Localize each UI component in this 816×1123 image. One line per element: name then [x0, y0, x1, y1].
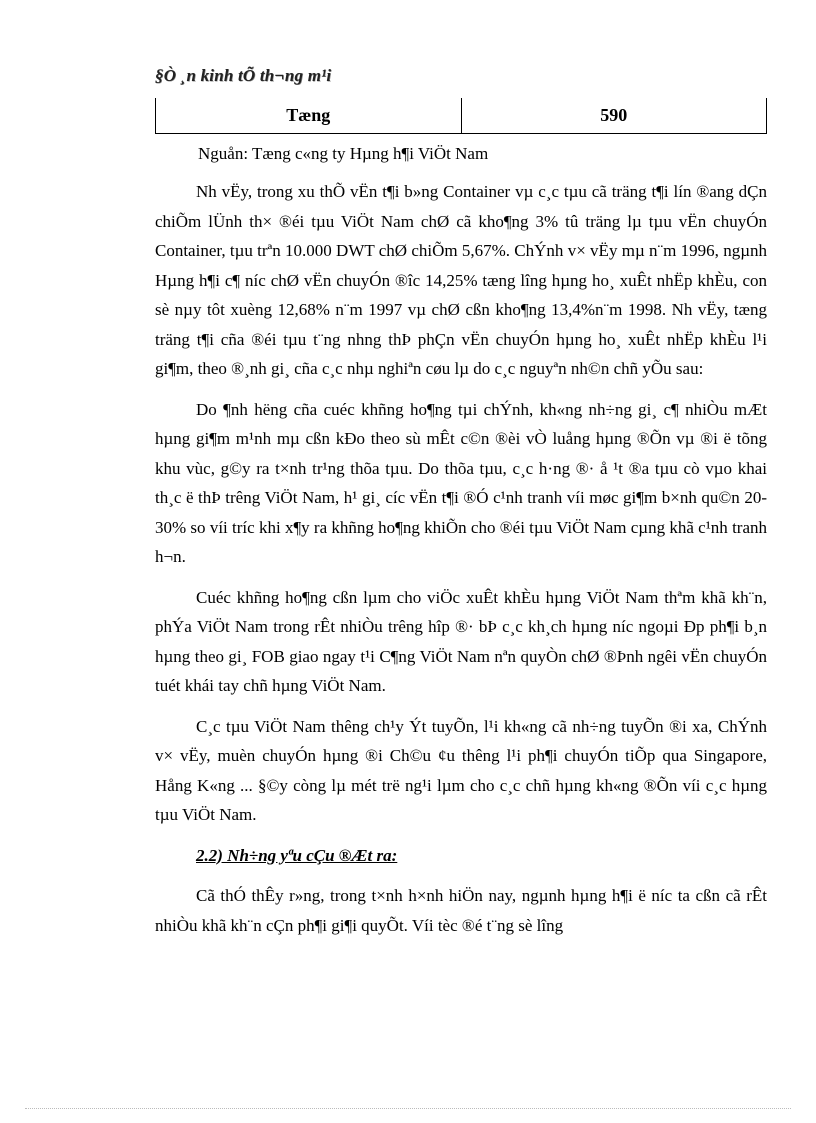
paragraph-2: Do ¶nh hëng cña cuéc khñng ho¶ng tµi chÝnh, kh«ng nh÷ng gi¸ c¶ nhiÒu mÆt hµng gi¶m m¹nh mµ cßn kÐo theo sù mÊt c©n ®èi vÒ luång hµng ®Õn vµ ®i ë tõng khu vùc, g©y ra t×nh tr¹ng thõa tµu. Do thõa tµu, c¸c h·ng ®· å ¹t ®a tµu cò vµo khai th¸c ë thÞ trêng ViÖt Nam, h¹ gi¸ cíc vËn t¶i ®Ó c¹nh tranh víi møc gi¶m b×nh qu©n 20-30% so víi tríc khi x¶y ra khñng ho¶ng khiÕn cho ®éi tµu ViÖt Nam cµng khã c¹nh tranh h¬n. — [155, 399, 767, 566]
table-value-cell: 590 — [461, 98, 767, 133]
table-label-cell: Tæng — [286, 105, 331, 125]
paragraph-3: Cuéc khñng ho¶ng cßn lµm cho viÖc xuÊt khÈu hµng ViÖt Nam thªm khã kh¨n, phÝa ViÖt Nam trong rÊt nhiÒu trêng hîp ®· bÞ c¸c kh¸ch hµng níc ngoµi Ðp ph¶i b¸n hµng theo gi¸ FOB giao ngay t¹i C¶ng ViÖt Nam nªn quyÒn chØ ®Þnh ngêi vËn chuyÓn tuét khái tay chñ hµng ViÖt Nam. — [155, 587, 767, 695]
page-bottom-divider — [25, 1108, 791, 1109]
paragraph-5: Cã thÓ thÊy r»ng, trong t×nh h×nh hiÖn nay, ngµnh hµng h¶i ë níc ta cßn cã rÊt nhiÒu khã kh¨n cÇn ph¶i gi¶i quyÕt. Víi tèc ®é t¨ng sè lîng — [155, 886, 767, 935]
document-body — [155, 177, 767, 951]
paragraph-4: C¸c tµu ViÖt Nam thêng ch¹y Ýt tuyÕn, l¹i kh«ng cã nh÷ng tuyÕn ®i xa, ChÝnh v× vËy, muèn chuyÓn hµng ®i Ch©u ¢u thêng l¹i ph¶i chuyÓn tiÕp qua Singapore, Hång K«ng ... §©y còng lµ mét trë ng¹i lµm cho c¸c chñ hµng kh«ng ®Õn víi c¸c hµng tµu ViÖt Nam. — [155, 716, 767, 824]
summary-table-row — [155, 98, 767, 134]
paragraph-1: Nh vËy, trong xu thÕ vËn t¶i b»ng Container vµ c¸c tµu cã träng t¶i lín ®ang dÇn chiÕm lÜnh th× ®éi tµu ViÖt Nam chØ cã kho¶ng 3% tû träng lµ tµu vËn chuyÓn Container, tµu trªn 10.000 DWT chØ chiÕm 5,67%. ChÝnh v× vËy mµ n¨m 1996, ngµnh Hµng h¶i c¶ níc chØ vËn chuyÓn ®îc 14,25% tæng lîng hµng ho¸ xuÊt nhËp khÈu, con sè nµy tôt xuèng 12,68% n¨m 1997 vµ chØ cßn kho¶ng 13,4%n¨m 1998. Nh vËy, tæng träng t¶i cña ®éi tµu t¨ng nhng thÞ phÇn vËn chuyÓn hµng ho¸ xuÊt nhËp khÈu l¹i gi¶m, theo ®¸nh gi¸ cña c¸c nhµ nghiªn cøu lµ do c¸c nguyªn nh©n chñ yÕu sau: — [155, 182, 767, 378]
page-header-title: §Ò ¸n kinh tÕ th¬ng m¹i — [155, 66, 332, 85]
section-heading: 2.2) Nh÷ng yªu cÇu ®Æt ra: — [196, 845, 398, 865]
table-source-note: Nguån: Tæng c«ng ty Hµng h¶i ViÖt Nam — [198, 144, 489, 163]
